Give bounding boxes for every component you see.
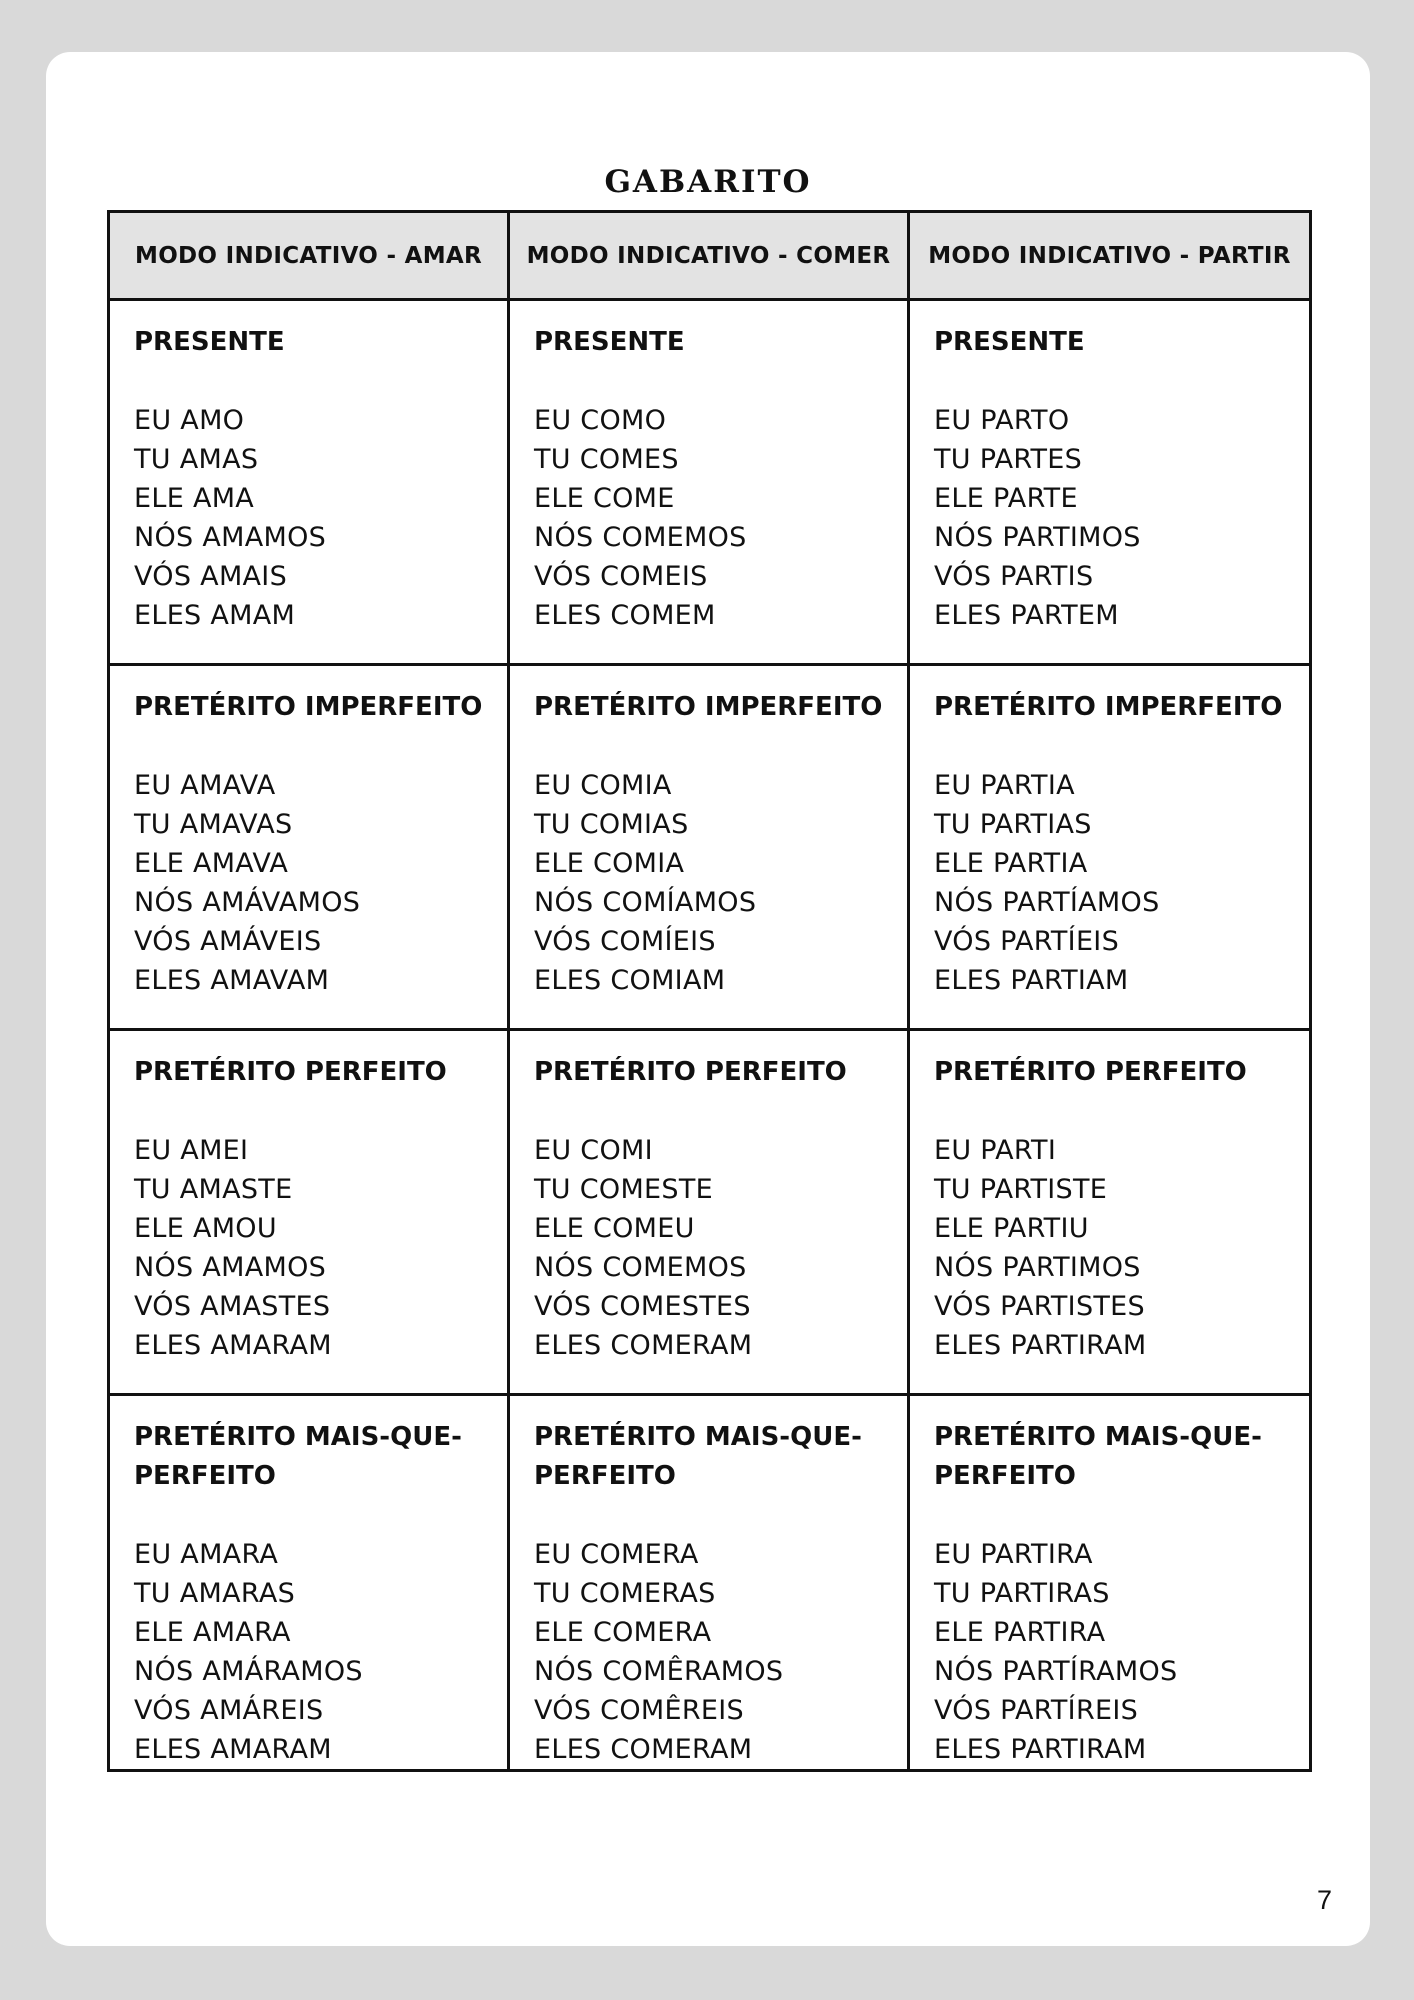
conjugation-form: VÓS PARTÍEIS bbox=[934, 926, 1120, 957]
tense-label: PRETÉRITO IMPERFEITO bbox=[534, 692, 883, 722]
conjugation-form: ELE COMIA bbox=[534, 848, 685, 879]
conjugation-form: ELE COME bbox=[534, 483, 675, 514]
table-row bbox=[109, 300, 1311, 665]
conjugation-form: ELE PARTIU bbox=[934, 1213, 1089, 1244]
conjugation-form: ELES AMAVAM bbox=[134, 965, 330, 996]
conjugation-form: NÓS AMÁVAMOS bbox=[134, 887, 361, 918]
conjugation-form: ELES PARTEM bbox=[934, 600, 1119, 631]
conjugation-form: EU AMEI bbox=[134, 1135, 249, 1166]
conjugation-form: VÓS PARTIS bbox=[934, 561, 1094, 592]
conjugation-list bbox=[934, 1535, 1285, 1769]
tense-label: PRESENTE bbox=[534, 327, 685, 357]
table-row bbox=[109, 1030, 1311, 1395]
conjugation-form: EU AMARA bbox=[134, 1539, 279, 1570]
conjugation-cell-partir bbox=[909, 300, 1311, 665]
conjugation-form: EU COMO bbox=[534, 405, 667, 436]
conjugation-cell-comer bbox=[509, 1030, 909, 1395]
table-body bbox=[109, 300, 1311, 1771]
conjugation-form: EU PARTI bbox=[934, 1135, 1057, 1166]
conjugation-form: ELE AMARA bbox=[134, 1617, 291, 1648]
worksheet-page bbox=[46, 52, 1370, 1946]
conjugation-form: VÓS AMAIS bbox=[134, 561, 288, 592]
tense-label: PRETÉRITO IMPERFEITO bbox=[134, 692, 483, 722]
tense-label: PRETÉRITO PERFEITO bbox=[934, 1057, 1247, 1087]
conjugation-form: NÓS COMEMOS bbox=[534, 522, 747, 553]
conjugation-form: ELES COMEM bbox=[534, 600, 716, 631]
conjugation-form: ELE AMAVA bbox=[134, 848, 289, 879]
conjugation-list bbox=[134, 1535, 483, 1769]
conjugation-list bbox=[934, 401, 1285, 635]
conjugation-form: NÓS AMAMOS bbox=[134, 1252, 327, 1283]
conjugation-form: VÓS COMESTES bbox=[534, 1291, 751, 1322]
conjugation-form: VÓS COMÍEIS bbox=[534, 926, 716, 957]
column-header-partir: MODO INDICATIVO - PARTIR bbox=[909, 212, 1311, 300]
tense-label: PRETÉRITO IMPERFEITO bbox=[934, 692, 1283, 722]
conjugation-form: TU AMARAS bbox=[134, 1578, 296, 1609]
conjugation-form: ELES PARTIAM bbox=[934, 965, 1129, 996]
conjugation-form: TU AMAVAS bbox=[134, 809, 293, 840]
conjugation-form: ELE COMERA bbox=[534, 1617, 712, 1648]
conjugation-form: ELE PARTE bbox=[934, 483, 1078, 514]
conjugation-form: EU COMI bbox=[534, 1135, 653, 1166]
tense-label: PRESENTE bbox=[934, 327, 1085, 357]
conjugation-form: NÓS COMEMOS bbox=[534, 1252, 747, 1283]
conjugation-form: NÓS PARTIMOS bbox=[934, 1252, 1141, 1283]
conjugation-form: TU PARTIRAS bbox=[934, 1578, 1110, 1609]
conjugation-form: ELES COMERAM bbox=[534, 1330, 753, 1361]
conjugation-table bbox=[107, 210, 1312, 1772]
conjugation-cell-amar bbox=[109, 1030, 509, 1395]
conjugation-form: EU AMO bbox=[134, 405, 245, 436]
conjugation-form: ELE AMA bbox=[134, 483, 255, 514]
conjugation-form: VÓS COMÊREIS bbox=[534, 1695, 744, 1726]
conjugation-form: NÓS AMÁRAMOS bbox=[134, 1656, 363, 1687]
conjugation-form: NÓS COMÍAMOS bbox=[534, 887, 757, 918]
conjugation-list bbox=[134, 1131, 483, 1365]
conjugation-form: EU PARTIRA bbox=[934, 1539, 1093, 1570]
conjugation-form: ELES PARTIRAM bbox=[934, 1734, 1147, 1765]
table-header-row bbox=[109, 212, 1311, 300]
conjugation-form: NÓS COMÊRAMOS bbox=[534, 1656, 784, 1687]
conjugation-form: VÓS PARTÍREIS bbox=[934, 1695, 1139, 1726]
conjugation-form: EU COMERA bbox=[534, 1539, 699, 1570]
conjugation-list bbox=[934, 766, 1285, 1000]
conjugation-form: VÓS COMEIS bbox=[534, 561, 708, 592]
conjugation-form: TU PARTIAS bbox=[934, 809, 1092, 840]
conjugation-form: ELES AMAM bbox=[134, 600, 296, 631]
column-header-amar: MODO INDICATIVO - AMAR bbox=[109, 212, 509, 300]
conjugation-form: EU AMAVA bbox=[134, 770, 276, 801]
conjugation-form: VÓS AMÁVEIS bbox=[134, 926, 322, 957]
conjugation-form: ELE PARTIRA bbox=[934, 1617, 1106, 1648]
conjugation-list bbox=[534, 401, 883, 635]
conjugation-form: ELES COMERAM bbox=[534, 1734, 753, 1765]
conjugation-list bbox=[134, 401, 483, 635]
conjugation-form: VÓS AMÁREIS bbox=[134, 1695, 324, 1726]
conjugation-form: TU COMERAS bbox=[534, 1578, 716, 1609]
page-number: 7 bbox=[1316, 1885, 1332, 1915]
conjugation-cell-amar bbox=[109, 300, 509, 665]
conjugation-cell-comer bbox=[509, 665, 909, 1030]
tense-label: PRETÉRITO MAIS-QUE-PERFEITO bbox=[934, 1422, 1262, 1491]
conjugation-form: ELE AMOU bbox=[134, 1213, 277, 1244]
conjugation-cell-partir bbox=[909, 1395, 1311, 1771]
conjugation-cell-comer bbox=[509, 300, 909, 665]
conjugation-form: NÓS AMAMOS bbox=[134, 522, 327, 553]
conjugation-list bbox=[534, 766, 883, 1000]
conjugation-form: TU AMASTE bbox=[134, 1174, 293, 1205]
conjugation-form: TU COMIAS bbox=[534, 809, 689, 840]
conjugation-form: VÓS PARTISTES bbox=[934, 1291, 1145, 1322]
tense-label: PRETÉRITO PERFEITO bbox=[534, 1057, 847, 1087]
conjugation-cell-amar bbox=[109, 665, 509, 1030]
conjugation-cell-partir bbox=[909, 1030, 1311, 1395]
conjugation-form: ELES COMIAM bbox=[534, 965, 726, 996]
conjugation-form: VÓS AMASTES bbox=[134, 1291, 331, 1322]
conjugation-form: ELE COMEU bbox=[534, 1213, 695, 1244]
conjugation-list bbox=[934, 1131, 1285, 1365]
page-title: GABARITO bbox=[604, 164, 812, 200]
conjugation-form: EU PARTIA bbox=[934, 770, 1075, 801]
conjugation-form: ELES AMARAM bbox=[134, 1330, 332, 1361]
conjugation-cell-comer bbox=[509, 1395, 909, 1771]
conjugation-form: TU PARTISTE bbox=[934, 1174, 1108, 1205]
tense-label: PRETÉRITO PERFEITO bbox=[134, 1057, 447, 1087]
conjugation-list bbox=[134, 766, 483, 1000]
tense-label: PRETÉRITO MAIS-QUE-PERFEITO bbox=[534, 1422, 862, 1491]
conjugation-form: TU COMESTE bbox=[534, 1174, 713, 1205]
column-header-comer: MODO INDICATIVO - COMER bbox=[509, 212, 909, 300]
conjugation-form: EU PARTO bbox=[934, 405, 1070, 436]
conjugation-form: NÓS PARTÍRAMOS bbox=[934, 1656, 1178, 1687]
table-row bbox=[109, 1395, 1311, 1771]
conjugation-form: ELES PARTIRAM bbox=[934, 1330, 1147, 1361]
conjugation-form: TU AMAS bbox=[134, 444, 259, 475]
conjugation-form: ELES AMARAM bbox=[134, 1734, 332, 1765]
conjugation-cell-amar bbox=[109, 1395, 509, 1771]
conjugation-list bbox=[534, 1131, 883, 1365]
table-row bbox=[109, 665, 1311, 1030]
conjugation-form: TU PARTES bbox=[934, 444, 1083, 475]
conjugation-form: TU COMES bbox=[534, 444, 679, 475]
conjugation-form: ELE PARTIA bbox=[934, 848, 1088, 879]
conjugation-cell-partir bbox=[909, 665, 1311, 1030]
conjugation-list bbox=[534, 1535, 883, 1769]
conjugation-form: NÓS PARTÍAMOS bbox=[934, 887, 1160, 918]
conjugation-form: EU COMIA bbox=[534, 770, 672, 801]
tense-label: PRETÉRITO MAIS-QUE-PERFEITO bbox=[134, 1422, 462, 1491]
conjugation-form: NÓS PARTIMOS bbox=[934, 522, 1141, 553]
tense-label: PRESENTE bbox=[134, 327, 285, 357]
